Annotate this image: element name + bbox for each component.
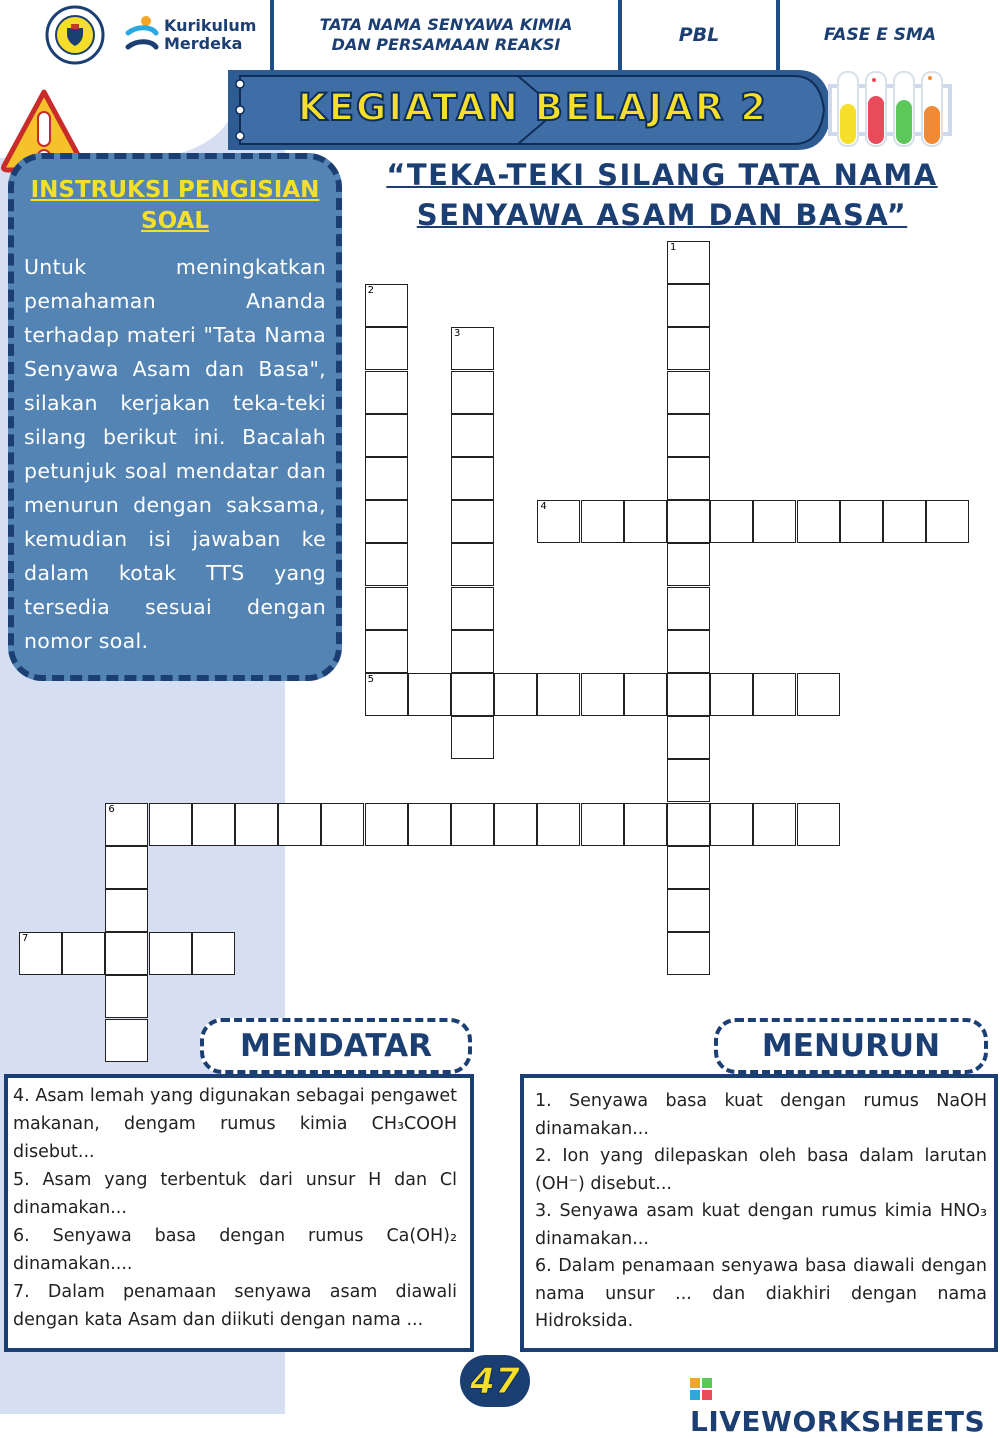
mendatar-clue-6: 6. Senyawa basa dengan rumus Ca(OH)₂ dinamakan.... [13,1226,457,1274]
crossword-cell[interactable] [667,543,710,586]
menurun-clue-list [535,1088,987,1336]
crossword-cell[interactable] [883,500,926,543]
crossword-cell[interactable] [581,673,624,716]
crossword-cell[interactable] [797,673,840,716]
crossword-cell[interactable] [451,543,494,586]
menurun-heading: MENURUN [714,1018,988,1074]
model-label: PBL [678,24,720,46]
brand-line-2: Merdeka [164,34,243,53]
crossword-cell[interactable] [408,803,451,846]
crossword-cell[interactable] [365,500,408,543]
crossword-cell[interactable] [365,543,408,586]
page-number: 47 [469,1360,521,1402]
crossword-cell[interactable] [581,500,624,543]
crossword-cell[interactable] [581,803,624,846]
crossword-cell[interactable] [710,500,753,543]
crossword-cell[interactable] [408,673,451,716]
crossword-clue-number: 2 [367,285,374,297]
crossword-cell[interactable] [667,803,710,846]
crossword-clue-number: 5 [367,674,374,685]
menurun-clue-1: 1. Senyawa basa kuat dengan rumus NaOH dinamakan... [535,1091,987,1139]
crossword-cell[interactable] [667,889,710,932]
crossword-cell[interactable] [451,716,494,759]
crossword-cell[interactable] [624,500,667,543]
crossword-cell[interactable] [667,630,710,673]
crossword-clue-number: 7 [22,933,29,945]
crossword-cell[interactable] [667,500,710,543]
crossword-cell[interactable] [667,673,710,716]
kurikulum-merdeka-logo-icon [124,15,160,55]
crossword-cell[interactable] [797,500,840,543]
crossword-cell[interactable] [451,457,494,500]
mendatar-heading: MENDATAR [200,1018,472,1074]
header-topic [274,0,618,70]
brand-line-1: Kurikulum [164,16,257,35]
mendatar-clue-4: 4. Asam lemah yang digunakan sebagai pengawet makanan, dengam rumus kimia CH₃COOH disebut... [13,1086,457,1162]
crossword-clue-number: 1 [670,242,677,253]
background-bottom-left [0,1350,285,1414]
instructions-body: Untuk meningkatkan pemahaman Ananda terhadap materi "Tata Nama Senyawa Asam dan Basa", silakan kerjakan teka-teki silang berikut ini. Bacalah petunjuk soal mendatar dan menurun dengan saksama, kemudian isi jawaban ke dalam kotak TTS yang tersedia sesuai dengan nomor soal. [24,255,326,653]
crossword-cell[interactable] [451,803,494,846]
crossword-cell[interactable] [624,803,667,846]
crossword-cell[interactable] [494,803,537,846]
crossword-cell[interactable] [667,846,710,889]
crossword-cell[interactable] [278,803,321,846]
liveworksheets-text: LIVEWORKSHEETS [690,1405,986,1438]
crossword-cell[interactable] [365,371,408,414]
crossword-cell[interactable] [451,500,494,543]
crossword-cell[interactable] [105,975,148,1018]
liveworksheets-logo-icon [690,1378,712,1400]
crossword-cell[interactable] [451,630,494,673]
liveworksheets-brand [690,1372,1000,1438]
crossword-cell[interactable] [321,803,364,846]
crossword-cell[interactable] [105,1019,148,1062]
topic-line-2: DAN PERSAMAAN REAKSI [331,35,561,54]
topic-line-1: TATA NAMA SENYAWA KIMIA [319,15,573,34]
crossword-cell[interactable] [753,803,796,846]
crossword-cell[interactable] [753,500,796,543]
crossword-cell[interactable] [667,371,710,414]
menurun-clue-6: 6. Dalam penamaan senyawa basa diawali dengan nama unsur ... dan diakhiri dengan nama Hidroksida. [535,1256,987,1331]
crossword-cell[interactable] [192,803,235,846]
worksheet-title-line-1: “TEKA-TEKI SILANG TATA NAMA [386,158,938,192]
crossword-cell[interactable] [365,414,408,457]
crossword-cell[interactable] [667,414,710,457]
crossword-cell[interactable] [624,673,667,716]
crossword-cell[interactable] [451,414,494,457]
test-tubes-icon [828,66,954,156]
menurun-clue-2: 2. Ion yang dilepaskan oleh basa dalam larutan (OH⁻) disebut... [535,1146,987,1194]
crossword-cell[interactable] [62,932,105,975]
crossword-cell[interactable] [105,846,148,889]
crossword-cell[interactable] [451,587,494,630]
worksheet-title-line-2: SENYAWA ASAM DAN BASA” [416,198,908,232]
crossword-cell[interactable] [667,759,710,802]
crossword-cell[interactable] [710,673,753,716]
university-seal-icon [40,0,110,70]
crossword-cell[interactable] [451,673,494,716]
crossword-cell[interactable] [149,932,192,975]
menurun-clue-3: 3. Senyawa asam kuat dengan rumus kimia HNO₃ dinamakan... [535,1201,987,1249]
crossword-cell[interactable] [105,889,148,932]
crossword-cell[interactable] [365,630,408,673]
crossword-cell[interactable] [926,500,969,543]
crossword-cell[interactable] [753,673,796,716]
crossword-cell[interactable] [235,803,278,846]
crossword-cell[interactable] [494,673,537,716]
crossword-cell[interactable] [537,803,580,846]
crossword-cell[interactable] [710,803,753,846]
crossword-cell[interactable] [667,932,710,975]
crossword-cell[interactable] [667,327,710,370]
crossword-clue-number: 3 [454,328,461,340]
crossword-cell[interactable] [365,457,408,500]
header-phase [780,0,980,70]
instructions-title: INSTRUKSI PENGISIAN SOAL [30,177,320,234]
crossword-clue-number: 6 [108,803,115,815]
crossword-cell[interactable] [667,457,710,500]
header-model [622,0,776,70]
crossword-clue-number: 4 [540,501,547,513]
crossword-cell[interactable] [667,284,710,327]
crossword-cell[interactable] [192,932,235,975]
crossword-cell[interactable] [537,673,580,716]
crossword-cell[interactable] [667,716,710,759]
logo-area [0,0,270,70]
mendatar-clue-7: 7. Dalam penamaan senyawa asam diawali dengan kata Asam dan diikuti dengan nama ... [13,1282,457,1330]
banner-title: KEGIATAN BELAJAR 2 [298,86,768,129]
mendatar-clue-list [13,1082,457,1334]
crossword-cell[interactable] [365,587,408,630]
crossword-cell[interactable] [451,371,494,414]
crossword-cell[interactable] [365,803,408,846]
page-number-badge [460,1355,530,1407]
crossword-cell[interactable] [105,932,148,975]
crossword-cell[interactable] [365,327,408,370]
phase-label: FASE E SMA [823,25,937,45]
crossword-cell[interactable] [667,587,710,630]
crossword-cell[interactable] [149,803,192,846]
mendatar-clue-5: 5. Asam yang terbentuk dari unsur H dan Cl dinamakan... [13,1170,457,1218]
crossword-cell[interactable] [797,803,840,846]
crossword-cell[interactable] [840,500,883,543]
